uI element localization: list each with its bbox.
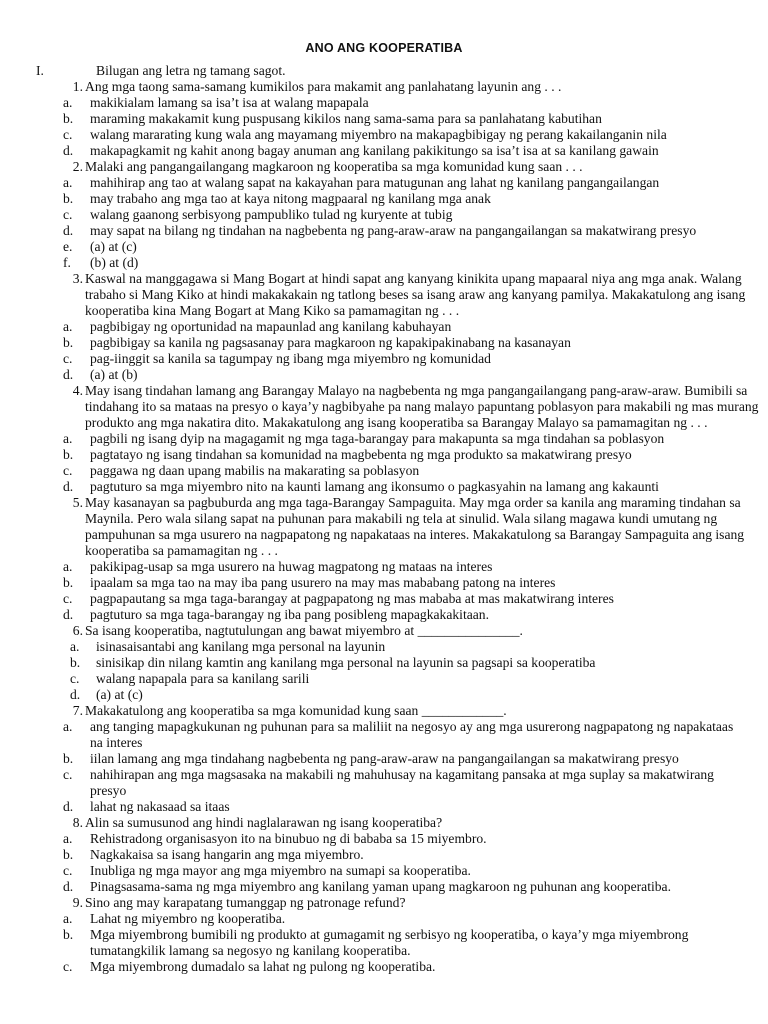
- question-item: [0, 895, 768, 911]
- option-letter: b.: [63, 111, 74, 126]
- answer-option[interactable]: [0, 559, 768, 575]
- option-text: pagbili ng isang dyip na magagamit ng mga taga-barangay para makapunta sa mga tindahan sa poblasyon: [90, 431, 665, 446]
- option-text: pag-iinggit sa kanila sa tagumpay ng ibang mga miyembro ng komunidad: [90, 351, 491, 366]
- question-text: May isang tindahan lamang ang Barangay Malayo na nagbebenta ng mga pangangailangang pang-araw-araw. Bumibili sa tindahang ito sa mataas na presyo o kaya’y nagbibyahe pa nang malayo papuntang poblasyon para makabili ng mas murang produkto ang mga nakatira dito. Makakatulong ang isang kooperatiba sa Barangay Malayo sa pamamagitan ng . . .: [85, 383, 759, 430]
- option-letter: c.: [63, 591, 73, 606]
- answer-option[interactable]: [0, 719, 768, 751]
- option-letter: a.: [63, 719, 73, 734]
- section-instruction: Bilugan ang letra ng tamang sagot.: [96, 63, 286, 78]
- answer-option[interactable]: [0, 575, 768, 591]
- question-text: Malaki ang pangangailangang magkaroon ng kooperatiba sa mga komunidad kung saan . . .: [85, 159, 583, 174]
- option-text: (a) at (c): [96, 687, 143, 702]
- option-text: Mga miyembrong dumadalo sa lahat ng pulong ng kooperatiba.: [90, 959, 436, 974]
- answer-option[interactable]: [0, 351, 768, 367]
- option-letter: c.: [63, 207, 73, 222]
- question-item: [0, 495, 768, 559]
- option-text: mahihirap ang tao at walang sapat na kakayahan para matugunan ang lahat ng kanilang pangangailangan: [90, 175, 660, 190]
- option-letter: a.: [63, 319, 73, 334]
- answer-option[interactable]: [0, 863, 768, 879]
- option-text: walang gaanong serbisyong pampubliko tulad ng kuryente at tubig: [90, 207, 453, 222]
- option-text: walang napapala para sa kanilang sarili: [96, 671, 310, 686]
- question-text: Sino ang may karapatang tumanggap ng patronage refund?: [85, 895, 406, 910]
- answer-option[interactable]: [0, 927, 768, 959]
- answer-option[interactable]: [0, 127, 768, 143]
- option-letter: f.: [63, 255, 71, 270]
- answer-option[interactable]: [0, 367, 768, 383]
- question-number: 8.: [72, 815, 83, 830]
- answer-option[interactable]: [0, 111, 768, 127]
- option-letter: a.: [63, 831, 73, 846]
- answer-option[interactable]: [0, 431, 768, 447]
- option-text: pagbibigay sa kanila ng pagsasanay para magkaroon ng kapakipakinabang na kasanayan: [90, 335, 571, 350]
- question-number: 3.: [72, 271, 83, 286]
- answer-option[interactable]: [0, 95, 768, 111]
- answer-option[interactable]: [0, 607, 768, 623]
- option-text: makapagkamit ng kahit anong bagay anuman ang kanilang pakikitungo sa isa’t isa at sa kanilang gawain: [90, 143, 659, 158]
- option-text: may trabaho ang mga tao at kaya nitong magpaaral ng kanilang mga anak: [90, 191, 491, 206]
- option-text: Rehistradong organisasyon ito na binubuo ng di bababa sa 15 miyembro.: [90, 831, 487, 846]
- question-number: 9.: [72, 895, 83, 910]
- option-letter: b.: [63, 447, 74, 462]
- option-text: sinisikap din nilang kamtin ang kanilang mga personal na layunin sa pagsapi sa kooperatiba: [96, 655, 596, 670]
- question-number: 2.: [72, 159, 83, 174]
- option-letter: d.: [63, 799, 74, 814]
- answer-option[interactable]: [0, 799, 768, 815]
- option-letter: d.: [63, 223, 74, 238]
- option-text: ang tanging mapagkukunan ng puhunan para sa maliliit na negosyo ay ang mga usurerong nagpapatong ng napakataas na interes: [90, 719, 734, 750]
- answer-option[interactable]: [0, 591, 768, 607]
- answer-option[interactable]: [0, 175, 768, 191]
- answer-option[interactable]: [0, 959, 768, 975]
- option-text: iilan lamang ang mga tindahang nagbebenta ng pang-araw-araw na pangangailangan sa makatwirang presyo: [90, 751, 679, 766]
- option-letter: d.: [63, 479, 74, 494]
- question-number: 4.: [72, 383, 83, 398]
- option-text: Lahat ng miyembro ng kooperatiba.: [90, 911, 286, 926]
- answer-option[interactable]: [0, 223, 768, 239]
- question-text: Makakatulong ang kooperatiba sa mga komunidad kung saan ____________.: [85, 703, 507, 718]
- answer-option[interactable]: [0, 463, 768, 479]
- option-text: pagtuturo sa mga taga-barangay ng iba pang posibleng mapagkakakitaan.: [90, 607, 489, 622]
- question-number: 1.: [72, 79, 83, 94]
- option-letter: d.: [70, 687, 81, 702]
- option-text: pagtatayo ng isang tindahan sa komunidad na magbebenta ng mga produkto sa makatwirang presyo: [90, 447, 632, 462]
- answer-option[interactable]: [0, 879, 768, 895]
- option-letter: a.: [63, 559, 73, 574]
- option-text: (b) at (d): [90, 255, 139, 270]
- option-letter: b.: [63, 927, 74, 942]
- option-letter: a.: [70, 639, 80, 654]
- option-letter: d.: [63, 367, 74, 382]
- question-number: 5.: [72, 495, 83, 510]
- answer-option[interactable]: [0, 767, 768, 799]
- answer-option[interactable]: [0, 687, 768, 703]
- answer-option[interactable]: [0, 255, 768, 271]
- worksheet-content: [0, 63, 768, 975]
- answer-option[interactable]: [0, 671, 768, 687]
- option-letter: a.: [63, 911, 73, 926]
- option-text: maraming makakamit kung puspusang kikilos nang sama-sama para sa panlahatang kabutihan: [90, 111, 602, 126]
- option-letter: c.: [63, 767, 73, 782]
- question-item: [0, 703, 768, 719]
- option-text: pagpapautang sa mga taga-barangay at pagpapatong ng mas mababa at mas makatwirang interes: [90, 591, 614, 606]
- option-letter: a.: [63, 431, 73, 446]
- question-item: [0, 271, 768, 319]
- question-text: Alin sa sumusunod ang hindi naglalarawan ng isang kooperatiba?: [85, 815, 443, 830]
- answer-option[interactable]: [0, 143, 768, 159]
- option-text: makikialam lamang sa isa’t isa at walang mapapala: [90, 95, 369, 110]
- worksheet-title: ANO ANG KOOPERATIBA: [305, 41, 463, 55]
- option-letter: b.: [63, 847, 74, 862]
- answer-option[interactable]: [0, 639, 768, 655]
- option-letter: b.: [70, 655, 81, 670]
- option-text: (a) at (b): [90, 367, 138, 382]
- question-item: [0, 383, 768, 431]
- question-number: 7.: [72, 703, 83, 718]
- option-letter: c.: [63, 863, 73, 878]
- option-letter: c.: [63, 463, 73, 478]
- option-text: walang mararating kung wala ang mayamang miyembro na makapagbibigay ng perang kakailanganin nila: [90, 127, 667, 142]
- answer-option[interactable]: [0, 447, 768, 463]
- option-letter: c.: [63, 127, 73, 142]
- option-text: may sapat na bilang ng tindahan na nagbebenta ng pang-araw-araw na pangangailangan sa makatwirang presyo: [90, 223, 697, 238]
- answer-option[interactable]: [0, 207, 768, 223]
- answer-option[interactable]: [0, 239, 768, 255]
- option-text: ipaalam sa mga tao na may iba pang usurero na may mas mababang patong na interes: [90, 575, 556, 590]
- answer-option[interactable]: [0, 655, 768, 671]
- option-text: Pinagsasama-sama ng mga miyembro ang kanilang yaman upang magkaroon ng puhunan ang kooperatiba.: [90, 879, 671, 894]
- option-text: lahat ng nakasaad sa itaas: [90, 799, 230, 814]
- option-text: Mga miyembrong bumibili ng produkto at gumagamit ng serbisyo ng kooperatiba, o kaya’y mga miyembrong tumatangkilik lamang sa negosyo ng kanilang kooperatiba.: [90, 927, 689, 958]
- option-text: (a) at (c): [90, 239, 137, 254]
- option-letter: b.: [63, 335, 74, 350]
- question-list: [0, 79, 768, 975]
- option-text: Nagkakaisa sa isang hangarin ang mga miyembro.: [90, 847, 364, 862]
- option-text: paggawa ng daan upang mabilis na makarating sa poblasyon: [90, 463, 420, 478]
- option-text: pagbibigay ng oportunidad na mapaunlad ang kanilang kabuhayan: [90, 319, 452, 334]
- question-number: 6.: [72, 623, 83, 638]
- answer-option[interactable]: [0, 831, 768, 847]
- answer-option[interactable]: [0, 847, 768, 863]
- question-text: Kaswal na manggagawa si Mang Bogart at hindi sapat ang kanyang kinikita upang mapaaral niya ang mga anak. Walang trabaho si Mang Kiko at hindi makakakain ng tatlong beses sa isang araw ang kanyang pamilya. Makakatulong ang isang kooperatiba kina Mang Bogart at Mang Kiko sa pamamagitan ng . . .: [85, 271, 746, 318]
- option-text: nahihirapan ang mga magsasaka na makabili ng mahuhusay na kagamitang pansaka at mga suplay sa makatwirang presyo: [90, 767, 714, 798]
- answer-option[interactable]: [0, 319, 768, 335]
- question-text: Ang mga taong sama-samang kumikilos para makamit ang panlahatang layunin ang . . .: [85, 79, 562, 94]
- option-letter: c.: [63, 351, 73, 366]
- option-letter: c.: [63, 959, 73, 974]
- option-letter: b.: [63, 191, 74, 206]
- question-item: [0, 159, 768, 175]
- section-numeral: I.: [36, 63, 44, 78]
- answer-option[interactable]: [0, 911, 768, 927]
- question-text: May kasanayan sa pagbuburda ang mga taga-Barangay Sampaguita. May mga order sa kanila ang maraming tindahan sa Maynila. Pero wala silang sapat na puhunan para makabili ng tela at sinulid. Wala silang magawa kundi umutang ng pampuhunan sa mga usurero na nagpapatong ng napakataas na interes. Makakatulong sa Barangay Sampaguita ang isang kooperatiba sa pamamagitan ng . . .: [85, 495, 745, 558]
- option-text: pagtuturo sa mga miyembro nito na kaunti lamang ang ikonsumo o pagkasyahin na lamang ang kakaunti: [90, 479, 659, 494]
- question-item: [0, 815, 768, 831]
- question-text: Sa isang kooperatiba, nagtutulungan ang bawat miyembro at _______________.: [85, 623, 523, 638]
- option-letter: a.: [63, 95, 73, 110]
- option-text: pakikipag-usap sa mga usurero na huwag magpatong ng mataas na interes: [90, 559, 493, 574]
- section-header: [0, 63, 768, 79]
- option-letter: c.: [70, 671, 80, 686]
- option-letter: d.: [63, 607, 74, 622]
- option-letter: e.: [63, 239, 73, 254]
- question-item: [0, 623, 768, 639]
- option-letter: a.: [63, 175, 73, 190]
- answer-option[interactable]: [0, 191, 768, 207]
- option-text: Inubliga ng mga mayor ang mga miyembro na sumapi sa kooperatiba.: [90, 863, 471, 878]
- answer-option[interactable]: [0, 751, 768, 767]
- answer-option[interactable]: [0, 335, 768, 351]
- answer-option[interactable]: [0, 479, 768, 495]
- question-item: [0, 79, 768, 95]
- option-text: isinasaisantabi ang kanilang mga personal na layunin: [96, 639, 386, 654]
- option-letter: b.: [63, 751, 74, 766]
- option-letter: d.: [63, 143, 74, 158]
- option-letter: d.: [63, 879, 74, 894]
- option-letter: b.: [63, 575, 74, 590]
